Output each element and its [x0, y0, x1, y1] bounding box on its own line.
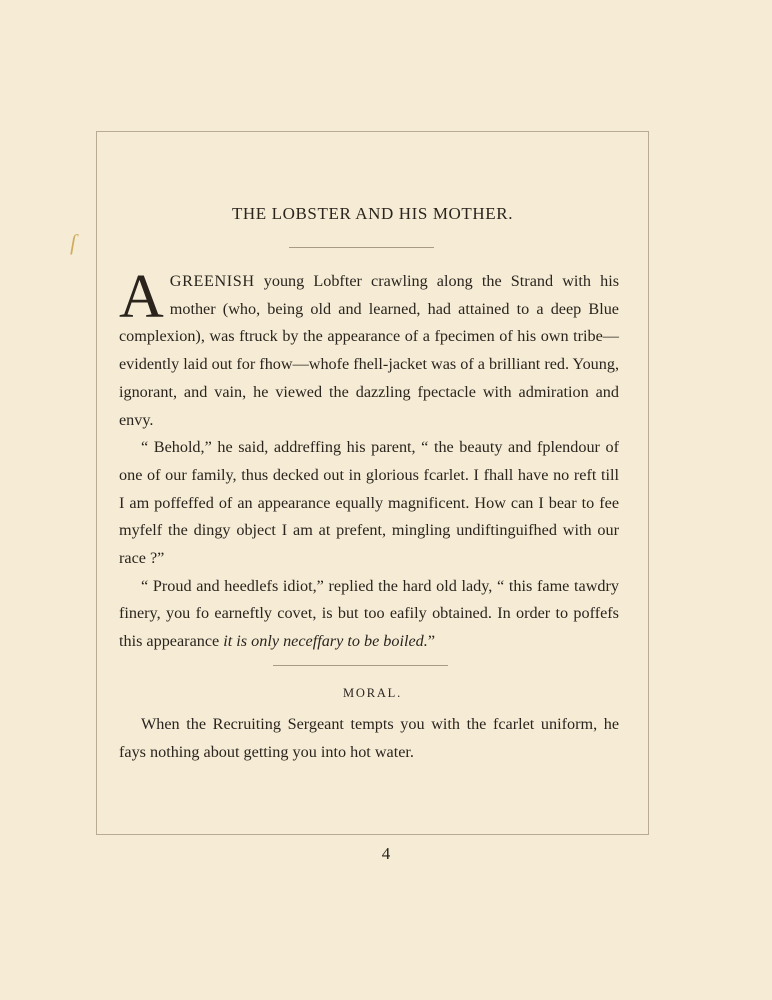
story-paragraph-2: “ Behold,” he said, addreffing his parent, “ the beauty and fplendour of one of our family, thus decked out in glorious fcarlet. I fhall have no reft till I am poffeffed of an appearance equally magnificent. How can I bear to fee myfelf the dingy object I am at prefent, mingling undiftinguifhed with our race ?” [119, 438, 619, 568]
first-word: GREENISH [169, 272, 255, 290]
title-divider [289, 247, 434, 248]
paragraph-3-text: “ Proud and heedlefs idiot,” replied the hard old lady, “ this fame tawdry finery, you fo earneftly covet, is but too eafily obtained. In order to poffefs this appearance [119, 576, 619, 651]
story-paragraph-1 [119, 263, 619, 434]
story-paragraph-3 [119, 573, 619, 656]
paragraph-1-text: young Lobfter crawling along the Strand with his mother (who, being old and learned, had attained to a deep Blue complexion), was ftruck by the appearance of a fpecimen of his own tribe—evidently laid out for fhow—whofe fhell-jacket was of a brilliant red. Young, ignorant, and vain, he viewed the dazzling fpectacle with admiration and envy. [119, 272, 619, 429]
moral-text [119, 711, 619, 766]
page-frame [96, 131, 649, 835]
page-title: THE LOBSTER AND HIS MOTHER. [231, 204, 514, 223]
drop-cap: A [119, 263, 164, 331]
margin-stain-mark: ſ [70, 230, 77, 255]
moral-paragraph: When the Recruiting Sergeant tempts you with the fcarlet uniform, he fays nothing about getting you into hot water. [119, 715, 619, 761]
story-text [119, 263, 619, 656]
moral-divider [273, 665, 448, 666]
paragraph-3-end: ” [427, 632, 435, 651]
moral-heading: MORAL. [342, 686, 403, 700]
page-number: 4 [381, 844, 391, 863]
paragraph-3-italic: it is only neceffary to be boiled. [223, 632, 428, 651]
